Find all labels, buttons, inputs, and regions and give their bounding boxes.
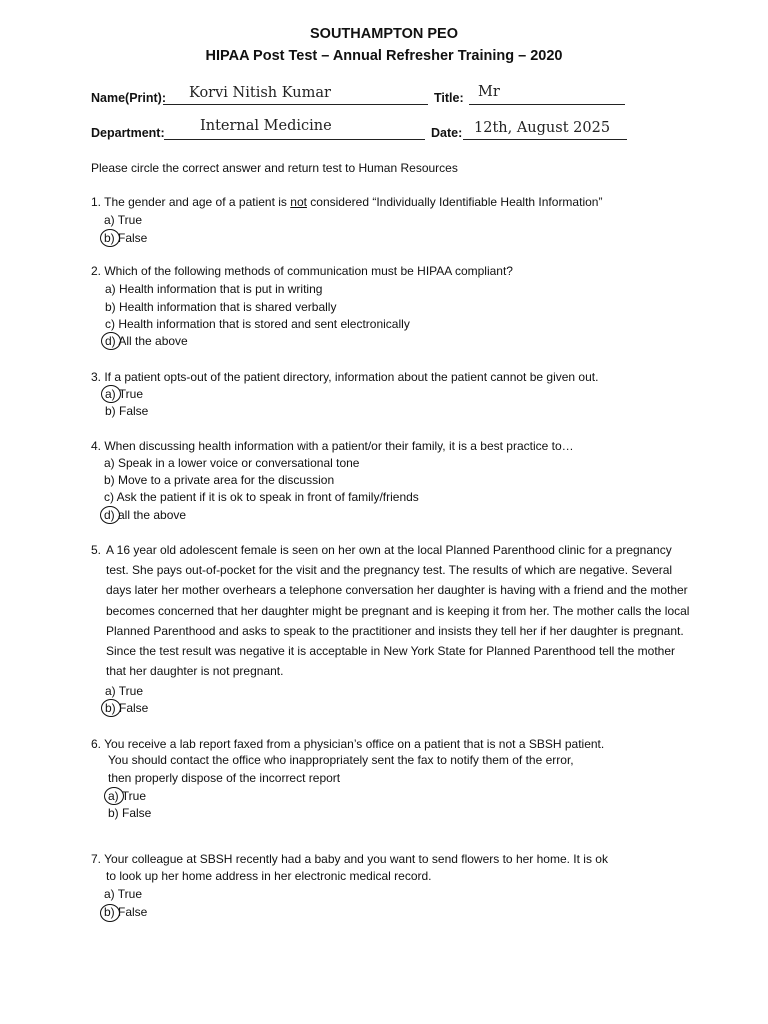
org-title: SOUTHAMPTON PEO [310, 26, 458, 42]
question-5: A 16 year old adolescent female is seen on her own at the local Planned Parenthood clinic for a pregnancy test. She pays out-of-pocket for the visit and the pregnancy test. The results of which are negative. Several days later her mother overhears a telephone conversation her daughter is having with a friend and the mother becomes concerned that her daughter might be pregnant and is keeping it from her. The mother calls the local Planned Parenthood and asks to speak to the practitioner and insists they tell her if her daughter is pregnant. Since the test result was negative it is acceptable in New York State for Planned Parenthood tell the mother that her daughter is not pregnant. [106, 543, 690, 679]
answer-circle [100, 229, 120, 247]
question-7-line-1: 7. Your colleague at SBSH recently had a baby and you want to send flowers to her home. It is ok [91, 852, 608, 866]
underlined-word: not [290, 195, 307, 209]
answer-circle [101, 332, 121, 350]
question-1: 1. The gender and age of a patient is not considered “Individually Identifiable Health Information” [91, 195, 603, 209]
answer-circle [100, 904, 120, 922]
q4-option-c[interactable]: c) Ask the patient if it is ok to speak in front of family/friends [104, 490, 419, 504]
question-4: 4. When discussing health information with a patient/or their family, it is a best practice to… [91, 439, 574, 453]
question-2: 2. Which of the following methods of communication must be HIPAA compliant? [91, 264, 513, 278]
test-title: HIPAA Post Test – Annual Refresher Training – 2020 [205, 48, 563, 64]
department-value: Internal Medicine [200, 118, 332, 134]
question-6-line-3: then properly dispose of the incorrect report [108, 771, 341, 785]
answer-circle [104, 787, 124, 805]
question-5-number: 5. [91, 543, 102, 557]
q2-option-b[interactable]: b) Health information that is shared verbally [105, 300, 337, 314]
name-value: Korvi Nitish Kumar [189, 85, 331, 101]
answer-circle [101, 385, 121, 403]
q5-option-a[interactable]: a) True [105, 684, 144, 698]
question-6-line-1: 6. You receive a lab report faxed from a physician’s office on a patient that is not a SBSH patient. [91, 737, 605, 751]
q4-option-d[interactable]: d) all the above [104, 508, 187, 522]
answer-circle [100, 506, 120, 524]
answer-circle [101, 699, 121, 717]
q4-option-b[interactable]: b) Move to a private area for the discussion [104, 473, 335, 487]
question-3: 3. If a patient opts-out of the patient directory, information about the patient cannot be given out. [91, 370, 599, 384]
q2-option-d[interactable]: d) All the above [105, 334, 188, 348]
q1-option-a[interactable]: a) True [104, 213, 143, 227]
q7-option-b[interactable]: b) False [104, 905, 148, 919]
title-value: Mr [478, 84, 500, 100]
q6-option-a[interactable]: a) True [108, 789, 147, 803]
q1-option-b[interactable]: b) False [104, 231, 148, 245]
q2-option-a[interactable]: a) Health information that is put in writing [105, 282, 323, 296]
date-value: 12th, August 2025 [474, 120, 611, 136]
name-label: Name(Print): [91, 91, 167, 105]
q3-option-b[interactable]: b) False [105, 404, 149, 418]
question-6-line-2: You should contact the office who inappropriately sent the fax to notify them of the error, [108, 753, 574, 767]
q2-option-c[interactable]: c) Health information that is stored and sent electronically [105, 317, 410, 331]
q6-option-b[interactable]: b) False [108, 806, 152, 820]
instructions: Please circle the correct answer and return test to Human Resources [91, 161, 458, 175]
question-7-line-2: to look up her home address in her electronic medical record. [106, 869, 432, 883]
q3-option-a[interactable]: a) True [105, 387, 144, 401]
date-label: Date: [431, 126, 463, 140]
q5-option-b[interactable]: b) False [105, 701, 149, 715]
title-label: Title: [434, 91, 464, 105]
q4-option-a[interactable]: a) Speak in a lower voice or conversational tone [104, 456, 360, 470]
q7-option-a[interactable]: a) True [104, 887, 143, 901]
department-label: Department: [91, 126, 165, 140]
